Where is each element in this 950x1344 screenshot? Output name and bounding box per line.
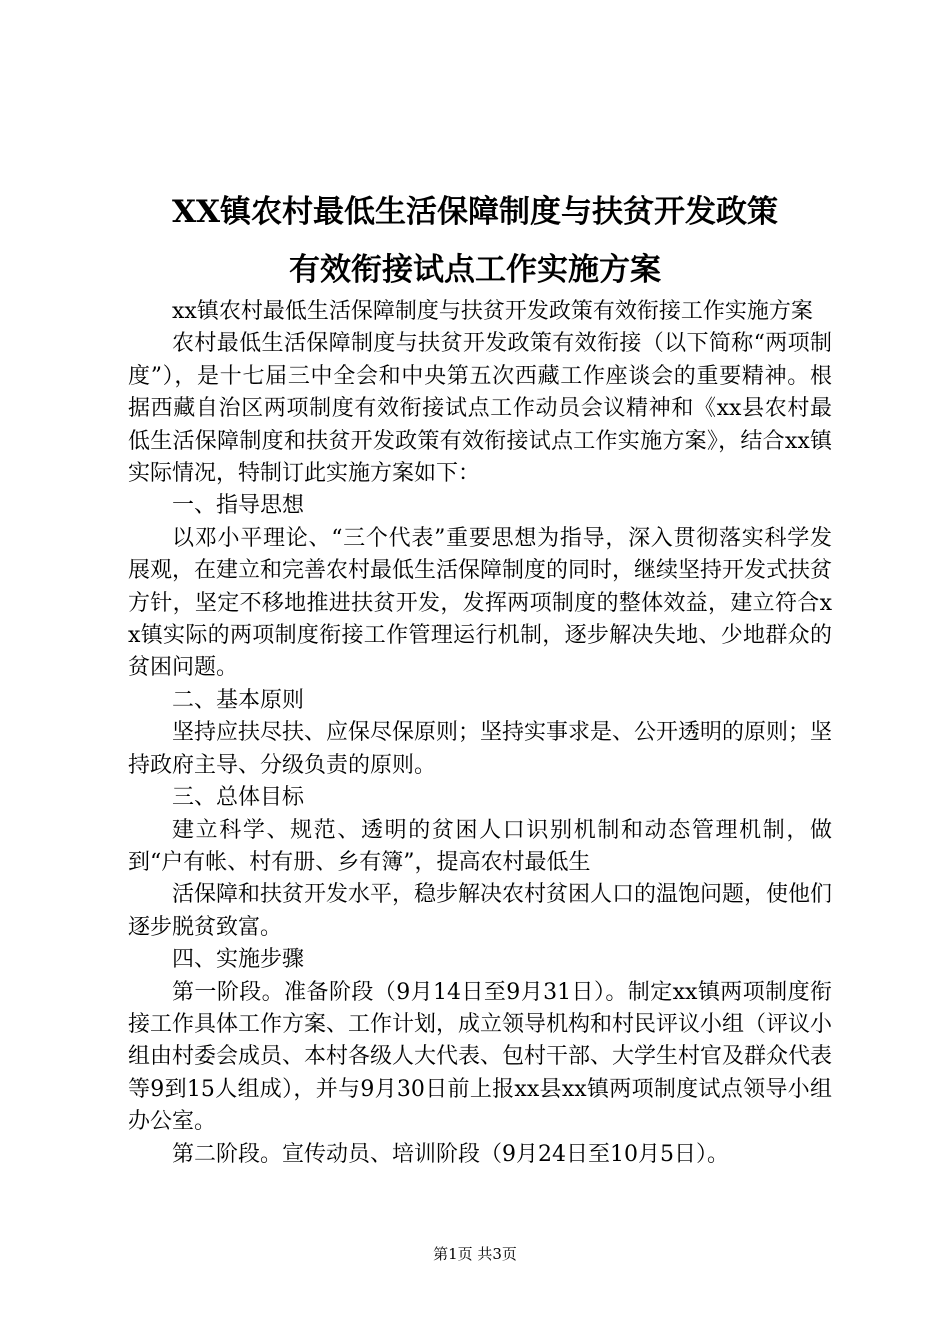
paragraph-stage-one: 第一阶段。准备阶段（9月14日至9月31日）。制定xx镇两项制度衔接工作具体工作方案、工作计划，成立领导机构和村民评议小组（评议小组由村委会成员、本村各级人大代表、包村干部、大学生村官及群众代表等9到15人组成），并与9月30日前上报xx县xx镇两项制度试点领导小组办公室。 bbox=[128, 979, 833, 1135]
page-number-footer: 第1页 共3页 bbox=[433, 1245, 517, 1263]
document-body bbox=[128, 296, 832, 1171]
paragraph-overall-goal-part-1: 建立科学、规范、透明的贫困人口识别机制和动态管理机制，做到“户有帐、村有册、乡有簿”，提高农村最低生 bbox=[128, 817, 832, 875]
paragraph-stage-two: 第二阶段。宣传动员、培训阶段（9月24日至10月5日）。 bbox=[172, 1141, 729, 1167]
paragraph-basic-principles: 坚持应扶尽扶、应保尽保原则；坚持实事求是、公开透明的原则；坚持政府主导、分级负责的原则。 bbox=[128, 720, 833, 778]
paragraph-guiding-thought: 以邓小平理论、“三个代表”重要思想为指导，深入贯彻落实科学发展观，在建立和完善农村最低生活保障制度的同时，继续坚持开发式扶贫方针，坚定不移地推进扶贫开发，发挥两项制度的整体效益，建立符合xx镇实际的两项制度衔接工作管理运行机制，逐步解决失地、少地群众的贫困问题。 bbox=[128, 525, 833, 681]
document-title-line-2: 有效衔接试点工作实施方案 bbox=[289, 252, 661, 288]
section-heading-guiding-thought: 一、指导思想 bbox=[172, 493, 305, 519]
paragraph-overall-goal-part-2: 活保障和扶贫开发水平，稳步解决农村贫困人口的温饱问题，使他们逐步脱贫致富。 bbox=[128, 882, 833, 940]
paragraph-subtitle: xx镇农村最低生活保障制度与扶贫开发政策有效衔接工作实施方案 bbox=[172, 299, 813, 324]
section-heading-implementation-steps: 四、实施步骤 bbox=[172, 947, 305, 973]
paragraph-intro: 农村最低生活保障制度与扶贫开发政策有效衔接（以下简称“两项制度”），是十七届三中全会和中央第五次西藏工作座谈会的重要精神。根据西藏自治区两项制度有效衔接试点工作动员会议精神和《xx县农村最低生活保障制度和扶贫开发政策有效衔接试点工作实施方案》，结合xx镇实际情况，特制订此实施方案如下： bbox=[128, 331, 832, 487]
document-title-line-1: XX镇农村最低生活保障制度与扶贫开发政策 bbox=[171, 194, 779, 230]
section-heading-overall-goal: 三、总体目标 bbox=[172, 785, 305, 811]
section-heading-basic-principles: 二、基本原则 bbox=[172, 687, 305, 713]
